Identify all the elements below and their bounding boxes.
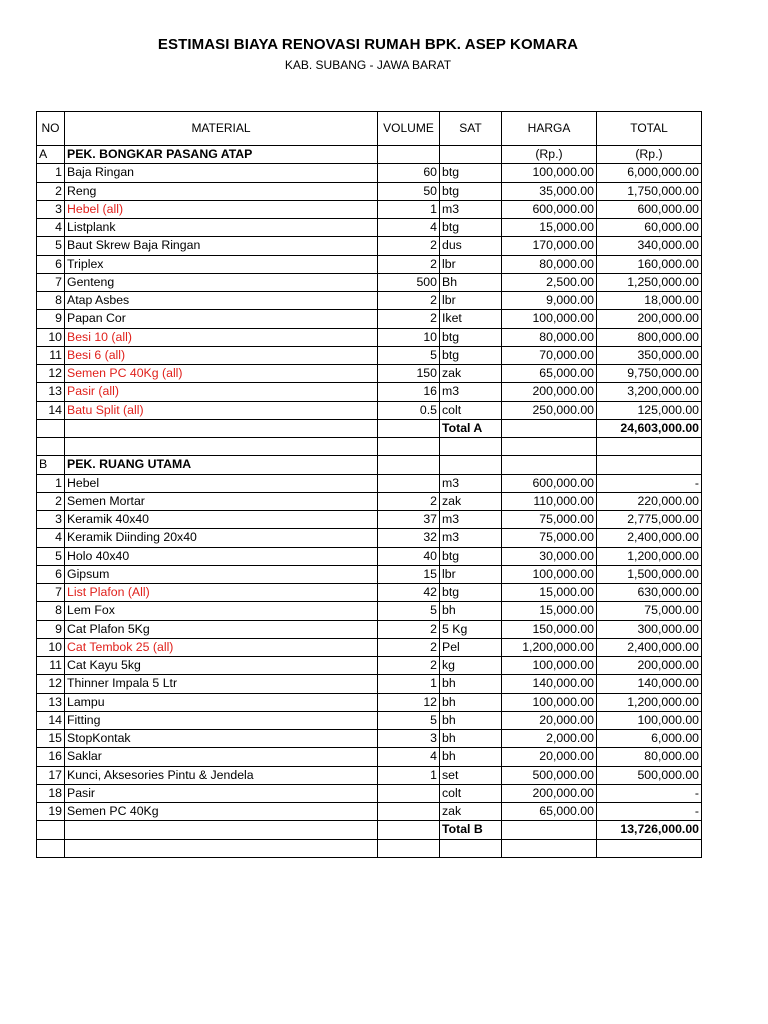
item-material: Triplex bbox=[65, 255, 378, 273]
item-harga: 100,000.00 bbox=[502, 565, 597, 583]
item-no: 1 bbox=[37, 164, 65, 182]
item-material: Cat Tembok 25 (all) bbox=[65, 638, 378, 656]
section-heading-row bbox=[37, 456, 702, 474]
item-material: Hebel bbox=[65, 474, 378, 492]
item-volume: 2 bbox=[378, 620, 440, 638]
item-sat: bh bbox=[440, 730, 502, 748]
item-row bbox=[37, 401, 702, 419]
item-material: Kunci, Aksesories Pintu & Jendela bbox=[65, 766, 378, 784]
item-no: 19 bbox=[37, 803, 65, 821]
item-material: Papan Cor bbox=[65, 310, 378, 328]
item-row bbox=[37, 547, 702, 565]
item-harga: 65,000.00 bbox=[502, 803, 597, 821]
item-harga: 2,000.00 bbox=[502, 730, 597, 748]
item-row bbox=[37, 292, 702, 310]
item-no: 6 bbox=[37, 565, 65, 583]
item-sat: Iket bbox=[440, 310, 502, 328]
section-total-row bbox=[37, 821, 702, 839]
empty-cell bbox=[440, 839, 502, 857]
item-total: 600,000.00 bbox=[597, 200, 702, 218]
empty-cell bbox=[65, 419, 378, 437]
item-material: Keramik Diinding 20x40 bbox=[65, 529, 378, 547]
item-volume: 37 bbox=[378, 511, 440, 529]
item-material: Atap Asbes bbox=[65, 292, 378, 310]
item-sat: zak bbox=[440, 803, 502, 821]
item-harga: 15,000.00 bbox=[502, 584, 597, 602]
header-material: MATERIAL bbox=[65, 112, 378, 146]
item-sat: lbr bbox=[440, 255, 502, 273]
empty-cell bbox=[502, 839, 597, 857]
item-total: 9,750,000.00 bbox=[597, 365, 702, 383]
item-row bbox=[37, 182, 702, 200]
item-harga: 250,000.00 bbox=[502, 401, 597, 419]
empty-cell bbox=[502, 419, 597, 437]
item-row bbox=[37, 365, 702, 383]
item-sat: bh bbox=[440, 748, 502, 766]
section-code: A bbox=[37, 146, 65, 164]
item-total: 1,250,000.00 bbox=[597, 273, 702, 291]
item-total: - bbox=[597, 784, 702, 802]
item-no: 11 bbox=[37, 346, 65, 364]
item-volume: 150 bbox=[378, 365, 440, 383]
item-harga: 15,000.00 bbox=[502, 219, 597, 237]
item-row bbox=[37, 328, 702, 346]
item-sat: lbr bbox=[440, 292, 502, 310]
empty-cell bbox=[502, 438, 597, 456]
section-total-label: Total B bbox=[440, 821, 502, 839]
item-no: 6 bbox=[37, 255, 65, 273]
item-volume: 2 bbox=[378, 255, 440, 273]
item-row bbox=[37, 346, 702, 364]
empty-cell bbox=[37, 419, 65, 437]
item-volume: 1 bbox=[378, 766, 440, 784]
item-sat: bh bbox=[440, 693, 502, 711]
item-volume: 12 bbox=[378, 693, 440, 711]
item-sat: colt bbox=[440, 784, 502, 802]
empty-cell bbox=[65, 821, 378, 839]
item-sat: bh bbox=[440, 711, 502, 729]
item-harga: 20,000.00 bbox=[502, 748, 597, 766]
item-total: 500,000.00 bbox=[597, 766, 702, 784]
item-sat: m3 bbox=[440, 511, 502, 529]
empty-cell bbox=[378, 456, 440, 474]
item-row bbox=[37, 638, 702, 656]
item-material: Fitting bbox=[65, 711, 378, 729]
item-sat: btg bbox=[440, 182, 502, 200]
item-harga: 170,000.00 bbox=[502, 237, 597, 255]
item-no: 9 bbox=[37, 310, 65, 328]
item-sat: set bbox=[440, 766, 502, 784]
item-sat: bh bbox=[440, 675, 502, 693]
item-material: Besi 6 (all) bbox=[65, 346, 378, 364]
item-no: 15 bbox=[37, 730, 65, 748]
item-total: 220,000.00 bbox=[597, 492, 702, 510]
item-harga: 30,000.00 bbox=[502, 547, 597, 565]
item-sat: bh bbox=[440, 602, 502, 620]
item-sat: colt bbox=[440, 401, 502, 419]
document-title: ESTIMASI BIAYA RENOVASI RUMAH BPK. ASEP KOMARA bbox=[157, 36, 579, 53]
item-sat: 5 Kg bbox=[440, 620, 502, 638]
item-total: 160,000.00 bbox=[597, 255, 702, 273]
item-total: 1,500,000.00 bbox=[597, 565, 702, 583]
item-volume: 10 bbox=[378, 328, 440, 346]
item-volume: 16 bbox=[378, 383, 440, 401]
item-sat: m3 bbox=[440, 200, 502, 218]
item-volume: 5 bbox=[378, 346, 440, 364]
item-harga: 200,000.00 bbox=[502, 784, 597, 802]
empty-cell bbox=[597, 839, 702, 857]
item-material: Hebel (all) bbox=[65, 200, 378, 218]
empty-cell bbox=[37, 438, 65, 456]
item-volume: 2 bbox=[378, 310, 440, 328]
item-volume: 40 bbox=[378, 547, 440, 565]
item-no: 13 bbox=[37, 383, 65, 401]
item-material: Gipsum bbox=[65, 565, 378, 583]
item-row bbox=[37, 803, 702, 821]
item-row bbox=[37, 766, 702, 784]
item-total: 350,000.00 bbox=[597, 346, 702, 364]
item-sat: btg bbox=[440, 584, 502, 602]
item-row bbox=[37, 219, 702, 237]
item-row bbox=[37, 602, 702, 620]
empty-cell bbox=[65, 839, 378, 857]
item-material: Cat Plafon 5Kg bbox=[65, 620, 378, 638]
empty-cell bbox=[440, 146, 502, 164]
item-total: 300,000.00 bbox=[597, 620, 702, 638]
header-sat: SAT bbox=[440, 112, 502, 146]
item-harga: 100,000.00 bbox=[502, 693, 597, 711]
empty-cell bbox=[378, 438, 440, 456]
item-material: Listplank bbox=[65, 219, 378, 237]
item-total: 340,000.00 bbox=[597, 237, 702, 255]
item-no: 8 bbox=[37, 602, 65, 620]
section-total-row bbox=[37, 419, 702, 437]
item-no: 14 bbox=[37, 401, 65, 419]
empty-cell bbox=[65, 438, 378, 456]
item-no: 9 bbox=[37, 620, 65, 638]
item-no: 14 bbox=[37, 711, 65, 729]
item-sat: m3 bbox=[440, 474, 502, 492]
item-no: 11 bbox=[37, 657, 65, 675]
item-material: Genteng bbox=[65, 273, 378, 291]
item-row bbox=[37, 584, 702, 602]
item-no: 7 bbox=[37, 273, 65, 291]
section-harga-unit: (Rp.) bbox=[502, 146, 597, 164]
item-no: 12 bbox=[37, 365, 65, 383]
item-volume: 5 bbox=[378, 711, 440, 729]
section-total-unit bbox=[597, 456, 702, 474]
item-row bbox=[37, 383, 702, 401]
item-volume bbox=[378, 474, 440, 492]
item-no: 4 bbox=[37, 529, 65, 547]
empty-cell bbox=[440, 456, 502, 474]
item-volume: 15 bbox=[378, 565, 440, 583]
item-harga: 600,000.00 bbox=[502, 474, 597, 492]
item-volume: 2 bbox=[378, 237, 440, 255]
item-volume: 32 bbox=[378, 529, 440, 547]
item-volume: 4 bbox=[378, 219, 440, 237]
header-harga: HARGA bbox=[502, 112, 597, 146]
item-no: 5 bbox=[37, 547, 65, 565]
item-harga: 15,000.00 bbox=[502, 602, 597, 620]
header-total: TOTAL bbox=[597, 112, 702, 146]
item-material: Semen Mortar bbox=[65, 492, 378, 510]
empty-cell bbox=[440, 438, 502, 456]
item-no: 2 bbox=[37, 182, 65, 200]
header-volume: VOLUME bbox=[378, 112, 440, 146]
item-total: 60,000.00 bbox=[597, 219, 702, 237]
item-no: 12 bbox=[37, 675, 65, 693]
item-total: 1,750,000.00 bbox=[597, 182, 702, 200]
item-total: 100,000.00 bbox=[597, 711, 702, 729]
document-subtitle: KAB. SUBANG - JAWA BARAT bbox=[284, 58, 452, 72]
item-total: 200,000.00 bbox=[597, 657, 702, 675]
item-harga: 9,000.00 bbox=[502, 292, 597, 310]
item-row bbox=[37, 511, 702, 529]
item-no: 16 bbox=[37, 748, 65, 766]
item-total: - bbox=[597, 474, 702, 492]
item-row bbox=[37, 784, 702, 802]
section-harga-unit bbox=[502, 456, 597, 474]
item-no: 10 bbox=[37, 328, 65, 346]
section-total-value: 24,603,000.00 bbox=[597, 419, 702, 437]
empty-cell bbox=[378, 419, 440, 437]
item-row bbox=[37, 675, 702, 693]
item-volume bbox=[378, 784, 440, 802]
item-row bbox=[37, 620, 702, 638]
empty-cell bbox=[378, 839, 440, 857]
item-total: 2,775,000.00 bbox=[597, 511, 702, 529]
item-no: 7 bbox=[37, 584, 65, 602]
item-harga: 1,200,000.00 bbox=[502, 638, 597, 656]
item-row bbox=[37, 565, 702, 583]
item-total: 2,400,000.00 bbox=[597, 638, 702, 656]
item-volume: 2 bbox=[378, 292, 440, 310]
item-harga: 500,000.00 bbox=[502, 766, 597, 784]
item-row bbox=[37, 164, 702, 182]
item-row bbox=[37, 200, 702, 218]
item-material: Keramik 40x40 bbox=[65, 511, 378, 529]
item-material: Baja Ringan bbox=[65, 164, 378, 182]
item-harga: 80,000.00 bbox=[502, 255, 597, 273]
item-sat: m3 bbox=[440, 383, 502, 401]
item-material: Pasir (all) bbox=[65, 383, 378, 401]
item-volume: 2 bbox=[378, 638, 440, 656]
item-volume: 2 bbox=[378, 657, 440, 675]
section-total-label: Total A bbox=[440, 419, 502, 437]
estimate-table bbox=[36, 111, 702, 858]
item-total: 80,000.00 bbox=[597, 748, 702, 766]
item-total: 2,400,000.00 bbox=[597, 529, 702, 547]
item-sat: zak bbox=[440, 492, 502, 510]
item-total: 800,000.00 bbox=[597, 328, 702, 346]
item-sat: kg bbox=[440, 657, 502, 675]
empty-cell bbox=[37, 839, 65, 857]
item-total: 6,000,000.00 bbox=[597, 164, 702, 182]
item-harga: 75,000.00 bbox=[502, 511, 597, 529]
section-name: PEK. RUANG UTAMA bbox=[65, 456, 378, 474]
item-no: 5 bbox=[37, 237, 65, 255]
section-total-value: 13,726,000.00 bbox=[597, 821, 702, 839]
item-harga: 100,000.00 bbox=[502, 657, 597, 675]
item-material: Lampu bbox=[65, 693, 378, 711]
item-row bbox=[37, 255, 702, 273]
item-total: 18,000.00 bbox=[597, 292, 702, 310]
item-material: Pasir bbox=[65, 784, 378, 802]
item-no: 18 bbox=[37, 784, 65, 802]
empty-cell bbox=[378, 146, 440, 164]
item-row bbox=[37, 657, 702, 675]
empty-cell bbox=[502, 821, 597, 839]
item-volume: 0.5 bbox=[378, 401, 440, 419]
item-no: 1 bbox=[37, 474, 65, 492]
item-row bbox=[37, 693, 702, 711]
section-name: PEK. BONGKAR PASANG ATAP bbox=[65, 146, 378, 164]
item-row bbox=[37, 237, 702, 255]
item-no: 17 bbox=[37, 766, 65, 784]
item-material: Besi 10 (all) bbox=[65, 328, 378, 346]
empty-cell bbox=[597, 438, 702, 456]
item-harga: 75,000.00 bbox=[502, 529, 597, 547]
item-total: 125,000.00 bbox=[597, 401, 702, 419]
item-sat: lbr bbox=[440, 565, 502, 583]
item-volume: 500 bbox=[378, 273, 440, 291]
item-harga: 65,000.00 bbox=[502, 365, 597, 383]
item-sat: btg bbox=[440, 328, 502, 346]
item-sat: m3 bbox=[440, 529, 502, 547]
item-total: 1,200,000.00 bbox=[597, 547, 702, 565]
item-no: 8 bbox=[37, 292, 65, 310]
item-no: 10 bbox=[37, 638, 65, 656]
item-row bbox=[37, 273, 702, 291]
item-sat: dus bbox=[440, 237, 502, 255]
item-material: Thinner Impala 5 Ltr bbox=[65, 675, 378, 693]
item-row bbox=[37, 492, 702, 510]
item-volume: 50 bbox=[378, 182, 440, 200]
item-total: 630,000.00 bbox=[597, 584, 702, 602]
empty-row bbox=[37, 438, 702, 456]
item-material: Lem Fox bbox=[65, 602, 378, 620]
item-harga: 140,000.00 bbox=[502, 675, 597, 693]
item-row bbox=[37, 748, 702, 766]
item-harga: 100,000.00 bbox=[502, 310, 597, 328]
item-volume bbox=[378, 803, 440, 821]
item-volume: 60 bbox=[378, 164, 440, 182]
item-harga: 20,000.00 bbox=[502, 711, 597, 729]
item-no: 2 bbox=[37, 492, 65, 510]
item-no: 13 bbox=[37, 693, 65, 711]
item-harga: 70,000.00 bbox=[502, 346, 597, 364]
item-no: 3 bbox=[37, 511, 65, 529]
item-sat: btg bbox=[440, 547, 502, 565]
item-total: 200,000.00 bbox=[597, 310, 702, 328]
item-sat: btg bbox=[440, 219, 502, 237]
empty-cell bbox=[37, 821, 65, 839]
item-material: Cat Kayu 5kg bbox=[65, 657, 378, 675]
item-material: Baut Skrew Baja Ringan bbox=[65, 237, 378, 255]
item-volume: 4 bbox=[378, 748, 440, 766]
item-volume: 1 bbox=[378, 675, 440, 693]
item-material: Batu Split (all) bbox=[65, 401, 378, 419]
item-harga: 80,000.00 bbox=[502, 328, 597, 346]
section-heading-row bbox=[37, 146, 702, 164]
item-material: StopKontak bbox=[65, 730, 378, 748]
item-volume: 1 bbox=[378, 200, 440, 218]
item-row bbox=[37, 529, 702, 547]
item-harga: 600,000.00 bbox=[502, 200, 597, 218]
item-material: List Plafon (All) bbox=[65, 584, 378, 602]
item-row bbox=[37, 711, 702, 729]
item-harga: 35,000.00 bbox=[502, 182, 597, 200]
item-no: 4 bbox=[37, 219, 65, 237]
item-sat: btg bbox=[440, 346, 502, 364]
item-total: 1,200,000.00 bbox=[597, 693, 702, 711]
item-row bbox=[37, 474, 702, 492]
item-sat: btg bbox=[440, 164, 502, 182]
item-no: 3 bbox=[37, 200, 65, 218]
item-volume: 42 bbox=[378, 584, 440, 602]
item-total: 6,000.00 bbox=[597, 730, 702, 748]
item-row bbox=[37, 730, 702, 748]
item-material: Saklar bbox=[65, 748, 378, 766]
empty-cell bbox=[378, 821, 440, 839]
item-harga: 100,000.00 bbox=[502, 164, 597, 182]
section-total-unit: (Rp.) bbox=[597, 146, 702, 164]
item-material: Reng bbox=[65, 182, 378, 200]
item-volume: 5 bbox=[378, 602, 440, 620]
header-row bbox=[37, 112, 702, 146]
item-material: Holo 40x40 bbox=[65, 547, 378, 565]
empty-row bbox=[37, 839, 702, 857]
item-total: 3,200,000.00 bbox=[597, 383, 702, 401]
item-total: 140,000.00 bbox=[597, 675, 702, 693]
item-volume: 2 bbox=[378, 492, 440, 510]
item-volume: 3 bbox=[378, 730, 440, 748]
section-code: B bbox=[37, 456, 65, 474]
item-sat: zak bbox=[440, 365, 502, 383]
header-no: NO bbox=[37, 112, 65, 146]
item-harga: 200,000.00 bbox=[502, 383, 597, 401]
item-total: 75,000.00 bbox=[597, 602, 702, 620]
item-sat: Bh bbox=[440, 273, 502, 291]
item-sat: Pel bbox=[440, 638, 502, 656]
item-row bbox=[37, 310, 702, 328]
item-harga: 110,000.00 bbox=[502, 492, 597, 510]
item-total: - bbox=[597, 803, 702, 821]
item-material: Semen PC 40Kg (all) bbox=[65, 365, 378, 383]
item-harga: 150,000.00 bbox=[502, 620, 597, 638]
item-material: Semen PC 40Kg bbox=[65, 803, 378, 821]
item-harga: 2,500.00 bbox=[502, 273, 597, 291]
